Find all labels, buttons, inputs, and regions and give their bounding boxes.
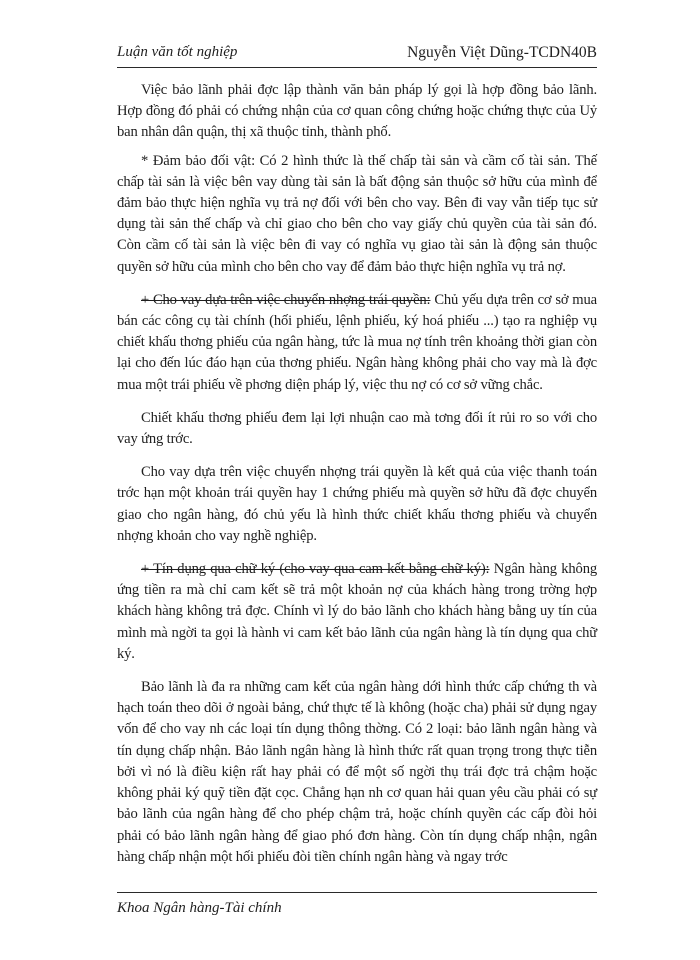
paragraph-guarantee-types [117,677,597,868]
paragraph-claim-transfer [117,290,597,396]
paragraph-collateral [117,151,597,278]
footer-rule [117,892,597,893]
paragraph-discount-profit [117,408,597,450]
paragraph-text: Bảo lãnh là đa ra những cam kết của ngân hàng dới hình thức cấp chứng th và hạch toán theo dõi ở ngoài bảng, chứ thực tế là không (hoặc cha) phải sử dụng ngay vốn để cho vay nh các loại tín dụng thông thờng. Có 2 loại: bảo lãnh ngân hàng và tín dụng chấp nhận. Bảo lãnh ngân hàng là hình thức rất quan trọng trong thực tiễn bởi vì nó là điều kiện rất hay phải có để một số ngời thụ trái đợc trả chậm hoặc không phải ký quỹ tiền đặt cọc. Chẳng hạn nh cơ quan hải quan yêu cầu phải có sự bảo lãnh của ngân hàng để cho phép chậm trả, hoặc chính quyền các cấp đòi hỏi phải có bảo lãnh ngân hàng để giao phó đơn hàng. Còn tín dụng chấp nhận, ngân hàng chấp nhận một hối phiếu đòi tiền chính ngân hàng và ngay trớc [117,679,597,865]
paragraph-text: Việc bảo lãnh phải đợc lập thành văn bản pháp lý gọi là hợp đồng bảo lãnh. Hợp đồng đó phải có chứng nhận của cơ quan công chứng hoặc chứng thực của Uỷ ban nhân dân quận, thị xã thuộc tỉnh, thành phố. [117,82,597,141]
paragraph-text: Ngân hàng không ứng tiền ra mà chỉ cam kết sẽ trả một khoản nợ của khách hàng trong trờng hợp khách hàng không trả đợc. Chính vì lý do bảo lãnh cho khách hàng bằng uy tín của mình mà ngời ta gọi là hành vi cam kết bảo lãnh của ngân hàng là tín dụng qua chữ ký. [117,561,597,662]
paragraph-guarantee-contract [117,80,597,144]
paragraph-lead-heading: + Tín dụng qua chữ ký (cho vay qua cam kết bằng chữ ký): [141,561,490,578]
paragraph-text: Chiết khấu thơng phiếu đem lại lợi nhuận cao mà tơng đối ít rủi ro so với cho vay ứng trớc. [117,409,597,448]
header-author: Nguyễn Việt Dũng-TCDN40B [407,44,597,61]
paragraph-lead-heading: + Cho vay dựa trên việc chuyển nhợng trái quyền: [141,291,431,308]
paragraph-text: * Đảm bảo đối vật: Có 2 hình thức là thế chấp tài sản và cầm cố tài sản. Thế chấp tài sản là việc bên vay dùng tài sản là bất động sản thuộc sở hữu của mình để đảm bảo thực hiện nghĩa vụ trả nợ đối với bên cho vay. Bên đi vay vẫn tiếp tục sử dụng tài sản thế chấp và chỉ giao cho bên cho vay giấy chủ quyền của tài sản đó. Còn cầm cố tài sản là việc bên đi vay có nghĩa vụ giao tài sản là động sản thuộc quyền sở hữu của mình cho bên cho vay để đảm bảo thực hiện nghĩa vụ trả nợ. [117,152,597,275]
header-rule [117,67,597,68]
paragraph-signature-credit [117,559,597,665]
page-header [117,44,597,68]
paragraph-text: Cho vay dựa trên việc chuyển nhợng trái quyền là kết quả của việc thanh toán trớc hạn một khoản trái quyền hay 1 chứng phiếu mà quyền sở hữu đã đợc chuyển giao cho ngân hàng, đó chủ yếu là hình thức chiết khấu thơng phiếu và chuyển nhợng khoản cho vay nghề nghiệp. [117,464,597,544]
header-thesis-title: Luận văn tốt nghiệp [117,44,238,60]
document-body [117,80,597,880]
page-footer: Khoa Ngân hàng-Tài chính [117,900,282,916]
paragraph-text: Chủ yếu dựa trên cơ sở mua bán các công cụ tài chính (hối phiếu, lệnh phiếu, ký hoá phiếu ...) tạo ra nghiệp vụ chiết khấu thơng phiếu của ngân hàng, tức là mua nợ tính trên khoảng thời gian còn lại cho đến lúc đáo hạn của thơng phiếu. Ngân hàng không phải cho vay mà là đợc mua một trái phiếu về phơng diện pháp lý, việc thu nợ có cơ sở vững chắc. [117,291,597,393]
paragraph-claim-transfer-result [117,462,597,547]
